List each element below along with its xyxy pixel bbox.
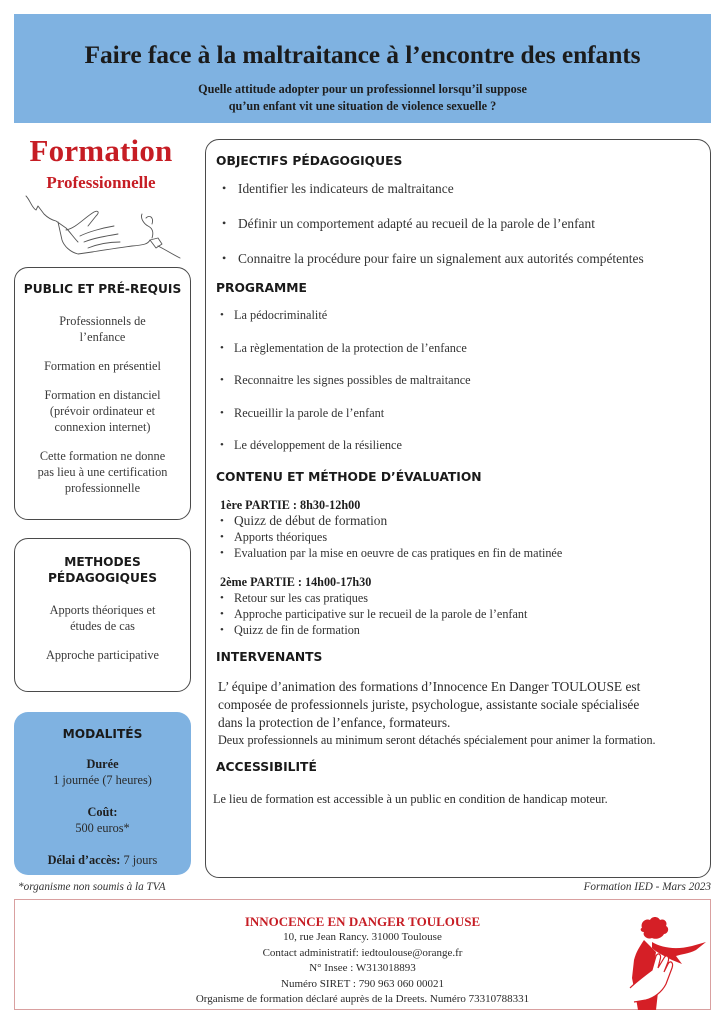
list-item: • La règlementation de la protection de l’enfance bbox=[216, 340, 710, 356]
objectifs-list bbox=[216, 180, 710, 267]
child-with-scarf-logo-icon bbox=[626, 912, 712, 1012]
page-subtitle bbox=[14, 81, 711, 115]
list-item: • Approche participative sur le recueil de la parole de l’enfant bbox=[216, 606, 710, 622]
page-title: Faire face à la maltraitance à l’encontre des enfants bbox=[84, 40, 641, 69]
footer-insee: N° Insee : W313018893 bbox=[309, 962, 416, 975]
document-signature: Formation IED - Mars 2023 bbox=[583, 881, 711, 893]
contenu-heading: CONTENU ET MÉTHODE D’ÉVALUATION bbox=[216, 469, 482, 484]
organization-name: INNOCENCE EN DANGER TOULOUSE bbox=[244, 914, 481, 929]
methodes-heading: METHODES PÉDAGOGIQUES bbox=[47, 555, 158, 585]
subtitle-line-2: qu’un enfant vit une situation de violence sexuelle ? bbox=[228, 99, 497, 113]
list-item: • Recueillir la parole de l’enfant bbox=[216, 405, 710, 421]
header-banner bbox=[14, 14, 711, 123]
accessibilite-text: Le lieu de formation est accessible à un public en condition de handicap moteur. bbox=[213, 791, 608, 806]
list-item: • Apports théoriques bbox=[216, 529, 710, 545]
list-item: • Reconnaitre les signes possibles de maltraitance bbox=[216, 372, 710, 388]
footer-siret: Numéro SIRET : 790 963 060 00021 bbox=[281, 977, 444, 990]
duree-label: Durée bbox=[86, 757, 119, 771]
programme-heading: PROGRAMME bbox=[216, 281, 307, 295]
main-content-box bbox=[205, 139, 711, 878]
delai-label: Délai d’accès: bbox=[47, 853, 121, 867]
objectifs-heading: OBJECTIFS PÉDAGOGIQUES bbox=[216, 154, 403, 168]
methodes-item: Approche participative bbox=[45, 648, 159, 662]
programme-list bbox=[216, 307, 710, 453]
list-item: • Définir un comportement adapté au recueil de la parole de l’enfant bbox=[216, 215, 710, 232]
list-item: • Retour sur les cas pratiques bbox=[216, 590, 710, 606]
footer-contact: Contact administratif: iedtoulouse@orange.fr bbox=[262, 946, 463, 959]
list-item: • Evaluation par la mise en oeuvre de cas pratiques en fin de matinée bbox=[216, 545, 710, 561]
list-item: • Quizz de début de formation bbox=[216, 513, 710, 529]
footer-declaration: Organisme de formation déclaré auprès de la Dreets. Numéro 73310788331 bbox=[195, 993, 530, 1006]
part2-title: 2ème PARTIE : 14h00-17h30 bbox=[220, 574, 372, 589]
brand-subtitle: Professionnelle bbox=[46, 173, 156, 192]
part1-list bbox=[216, 513, 710, 561]
accessibilite-heading: ACCESSIBILITÉ bbox=[216, 759, 317, 774]
cout-value: 500 euros* bbox=[75, 821, 130, 835]
footer-address: 10, rue Jean Rancy. 31000 Toulouse bbox=[283, 931, 442, 943]
public-item: Formation en présentiel bbox=[44, 359, 161, 373]
list-item: • La pédocriminalité bbox=[216, 307, 710, 323]
public-item: Professionnels de l’enfance bbox=[59, 314, 146, 344]
footer-contact-box bbox=[14, 899, 711, 1010]
modalites-heading: MODALITÉS bbox=[62, 727, 143, 741]
handshake-sketch-icon bbox=[22, 188, 192, 260]
list-item: • Le développement de la résilience bbox=[216, 437, 710, 453]
intervenants-heading: INTERVENANTS bbox=[216, 649, 323, 664]
public-heading: PUBLIC ET PRÉ-REQUIS bbox=[23, 282, 182, 296]
delai-value: 7 jours bbox=[120, 853, 158, 867]
public-prerequis-box bbox=[14, 267, 191, 520]
duree-value: 1 journée (7 heures) bbox=[53, 773, 152, 787]
methodes-item: Apports théoriques et études de cas bbox=[49, 603, 156, 633]
list-item: • Quizz de fin de formation bbox=[216, 622, 710, 638]
cout-label: Coût: bbox=[87, 805, 118, 819]
public-item: Cette formation ne donne pas lieu à une certification professionnelle bbox=[37, 449, 168, 495]
public-item: Formation en distanciel (prévoir ordinateur et connexion internet) bbox=[44, 388, 161, 434]
intervenants-text: L’ équipe d’animation des formations d’Innocence En Danger TOULOUSE est composée de professionnels juriste, psychologue, assistante sociale spécialisée dans la protection de l’enfance, formateurs. Deux professionnels au minimum seront détachés spécialement pour animer la formation. bbox=[218, 678, 656, 747]
tva-footnote: *organisme non soumis à la TVA bbox=[18, 881, 166, 893]
list-item: • Connaitre la procédure pour faire un signalement aux autorités compétentes bbox=[216, 250, 710, 267]
subtitle-line-1: Quelle attitude adopter pour un professionnel lorsqu’il suppose bbox=[198, 82, 527, 96]
part1-title: 1ère PARTIE : 8h30-12h00 bbox=[220, 497, 361, 512]
list-item: • Identifier les indicateurs de maltraitance bbox=[216, 180, 710, 197]
methodes-box bbox=[14, 538, 191, 692]
modalites-box bbox=[14, 712, 191, 875]
brand-title: Formation bbox=[29, 133, 173, 168]
part2-list bbox=[216, 590, 710, 638]
